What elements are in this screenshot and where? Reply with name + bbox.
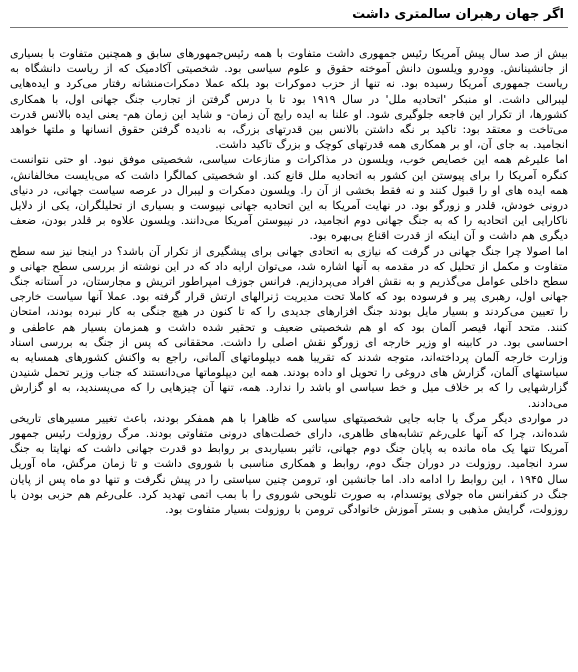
article-paragraph: بیش از صد سال پیش آمریکا رئیس جمهوری داشت متفاوت با همه رئیس‌جمهورهای سابق و همچنین متفاوت با بسیاری از جانشینانش. وودرو ویلسون دانش آموخته حقوق و علوم سیاسی بود. شخصیتی آکادمیک که از ریاست دانشگاه به ریاست جمهوری آمریکا رسیده بود. نه تنها از حزب دموکرات بود بلکه عملا دمکرات‌منشانه رفتار می‌کرد و ایده‌هایی لیبرالی داشت. او منبکر 'اتحادیه ملل' در سال ۱۹۱۹ بود تا با درس گرفتن از تجارب جنگ جهانی اول، با همکاری کشورها، از تکرار این فاجعه جلوگیری شود. او علنا به ایده رایج آن زمان- و شاید این زمان هم- یعنی ایده بالانس قدرت می‌تاخت و معتقد بود: تاکید بر نگه داشتن بالانس بین قدرتهای بزرگ، به نادیده گرفتن حقوق انسانها و ملتها خواهد انجامید. به جای آن، او بر همکاری همه قدرتهای کوچک و بزرگ تاکید داشت. — [10, 47, 568, 152]
article-paragraph: اما علیرغم همه این خصایص خوب، ویلسون در مذاکرات و منازعات سیاسی، شخصیتی موفق نبود. او حتی نتوانست کنگره آمریکا را برای پیوستن این کشور به اتحادیه ملل قانع کند. او شخصیتی کمالگرا داشت که می‌بایست مخالفانش، همه ایده های او را قبول کنند و نه فقط بخشی از آن را. ویلسون دمکرات و لیبرال در عرصه سیاست جهانی، در دنیای درونی خودش، قلدر و زورگو بود. در نهایت آمریکا به این اتحادیه جهانی نپیوست و بسیاری از تحلیلگران، یکی از دلایل ناکارایی این اتحادیه را که به جنگ جهانی دوم انجامید، در نپیوستن آمریکا می‌دانند. ویلسون علاوه بر قلدر بودن، ضعف دیگری هم داشت و آن اینکه از قدرت اقناع بی‌بهره بود. — [10, 153, 568, 243]
article-body — [10, 46, 568, 517]
article-paragraph: اما اصولا چرا جنگ جهانی در گرفت که نیازی به اتحادی جهانی برای پیشگیری از تکرار آن باشد؟ در اینجا نیز سه سطح متفاوت و مکمل از تحلیل که در مقدمه به آنها اشاره شد، می‌توان ارایه داد که در این نوشته از بررسی سطح جهانی و سطح داخلی عوامل می‌گذریم و به نقش افراد می‌پردازیم. فرانس جوزف امپراطور اتریش و مجارستان، در آستانه جنگ جهانی اول، رهبری پیر و فرسوده بود که کاملا تحت مدیریت ژنرالهای ارتش قرار گرفته بود. عملا آنها سیاست خارجی را تعیین می‌کردند و بسیار مایل بودند جنگ افزارهای جدیدی را که تا کنون در هیچ جنگی به کار نبرده بودند، امتحان کنند. متحد آنها، قیصر آلمان بود که او هم شخصیتی ضعیف و تحقیر شده داشت و همزمان بسیار هم عاطفی و احساسی بود. در کابینه او وزیر خارجه ای زورگو نقش اصلی را داشت. محققانی که پس از جنگ به بررسی اسناد وزارت خارجه آلمان پرداخته‌اند، متوجه شدند که تقریبا همه دیپلوماتهای آلمانی، راجع به واکنش کشورهای همسایه به سیاستهای آلمان، گزارش های دروغی را تحویل او داده بودند. همه این دیپلوماتها می‌دانستند که جناب وزیر تحمل شنیدن گزارشهایی را که بر خلاف میل و خط سیاسی او باشد را ندارد. همه، تنها آن چیزهایی را که می‌پسندید، به او گزارش می‌دادند. — [10, 244, 568, 410]
title-divider — [10, 27, 568, 28]
article-paragraph: در مواردی دیگر مرگ یا جابه جایی شخصیتهای سیاسی که ظاهرا با هم همفکر بودند، باعث تغییر مسیرهای تاریخی شده‌اند، چرا که آنها علی‌رغم تشابه‌های ظاهری، دارای خصلت‌های درونی متفاوتی بودند. مرگ روزولت رئیس جمهور آمریکا تنها یک ماه مانده به پایان جنگ دوم جهانی، تاثیر بسیاربدی بر روابط دو قدرت جهانی داشت که نهایتا به جنگ سرد انجامید. روزولت در دوران جنگ دوم، روابط و همکاری مناسبی با شوروی داشت و تا زمان مرگش، ماه آوریل سال ۱۹۴۵ ، این روابط را ادامه داد. اما جانشین او، ترومن چنین سیاستی را در پیش نگرفت و تنها دو ماه پس از پایان جنگ در کنفرانس ماه جولای پوتسدام، به صورت تلویحی شوروی را با بمب اتمی تهدید کرد. علی‌رغم هم حزبی بودن با روزولت، گرایش مذهبی و بستر آموزش خانوادگی ترومن با روزولت بسیار متفاوت بود. — [10, 411, 568, 517]
article-title: اگر جهان رهبران سالمتری داشت — [352, 7, 564, 22]
